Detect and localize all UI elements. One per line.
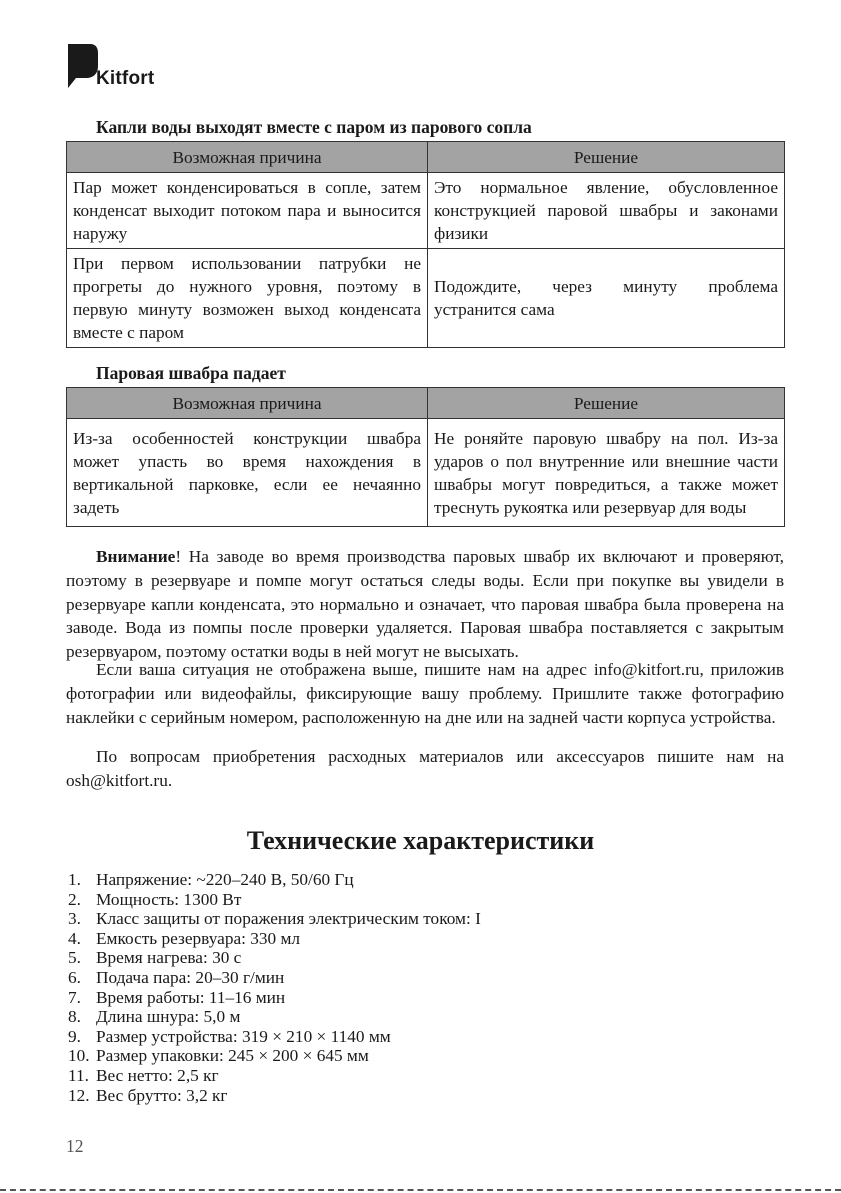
list-item-text: Вес брутто: 3,2 кг [96, 1085, 228, 1105]
specs-list [68, 870, 481, 1105]
notice-label: Внимание [96, 547, 176, 566]
table-row [67, 419, 785, 527]
list-item-number: 6. [68, 967, 81, 987]
supplies-text: По вопросам приобретения расходных материалов или аксессуаров пишите нам на osh@kitfort.ru. [66, 747, 784, 790]
list-item [68, 988, 481, 1008]
list-item-number: 3. [68, 909, 81, 929]
contact-paragraph [66, 658, 784, 729]
list-item-text: Подача пара: 20–30 г/мин [96, 967, 285, 987]
column-header-cause: Возможная причина [67, 142, 428, 173]
list-item-number: 11. [68, 1065, 89, 1085]
list-item-text: Размер устройства: 319 × 210 × 1140 мм [96, 1026, 391, 1046]
list-item [68, 1046, 481, 1066]
cause-cell: Из-за особенностей конструкции швабра может упасть во время нахождения в вертикальной парковке, если ее нечаянно задеть [67, 419, 428, 527]
column-header-solution: Решение [428, 388, 785, 419]
list-item-text: Емкость резервуара: 330 мл [96, 928, 301, 948]
troubleshoot-table-2 [66, 387, 785, 527]
notice-text: ! На заводе во время производства паровых швабр их включают и проверяют, поэтому в резервуаре и помпе могут остаться следы воды. Если при покупке вы увидели в резервуаре капли конденсата, это нормально и означает, что паровая швабра была проверена на заводе. Вода из помпы после проверки удаляется. Паровая швабра поставляется с закрытым резервуаром, поэтому остатки воды в ней могут не высыхать. [66, 547, 784, 662]
cause-cell: Пар может конденсироваться в сопле, затем конденсат выходит потоком пара и выносится наружу [67, 173, 428, 249]
list-item [68, 1066, 481, 1086]
list-item-number: 9. [68, 1026, 81, 1046]
bottom-divider [0, 1189, 841, 1191]
list-item-number: 7. [68, 987, 81, 1007]
list-item [68, 929, 481, 949]
list-item [68, 870, 481, 890]
list-item-number: 4. [68, 928, 81, 948]
list-item-text: Мощность: 1300 Вт [96, 889, 242, 909]
list-item-text: Вес нетто: 2,5 кг [96, 1065, 219, 1085]
specs-heading: Технические характеристики [246, 826, 595, 855]
solution-cell: Не роняйте паровую швабру на пол. Из-за ударов о пол внутренние или внешние части швабры могут повредиться, а также может треснуть рукоятка или резервуар для воды [428, 419, 785, 527]
table-row [67, 173, 785, 249]
list-item-number: 8. [68, 1007, 81, 1027]
list-item-text: Класс защиты от поражения электрическим током: I [96, 909, 481, 929]
notice-paragraph [66, 545, 784, 664]
table-row [67, 249, 785, 348]
cause-cell: При первом использовании патрубки не прогреты до нужного уровня, поэтому в первую минуту возможен выход конденсата вместе с паром [67, 249, 428, 348]
section-title-steam-drops: Капли воды выходят вместе с паром из парового сопла [96, 117, 532, 137]
brand-name: Kitfort [96, 68, 155, 89]
list-item-number: 12. [68, 1085, 90, 1105]
troubleshoot-table-1 [66, 141, 785, 348]
solution-cell: Это нормальное явление, обусловленное конструкцией паровой швабры и законами физики [428, 173, 785, 249]
list-item [68, 1086, 481, 1106]
list-item-number: 2. [68, 889, 81, 909]
page-number: 12 [66, 1136, 84, 1156]
list-item-text: Длина шнура: 5,0 м [96, 1007, 241, 1027]
solution-cell: Подождите, через минуту проблема устранится сама [428, 249, 785, 348]
list-item [68, 909, 481, 929]
contact-text: Если ваша ситуация не отображена выше, пишите нам на адрес info@kitfort.ru, приложив фотографии или видеофайлы, фиксирующие вашу проблему. Пришлите также фотографию наклейки с серийным номером, расположенную на дне или на задней части корпуса устройства. [66, 660, 784, 727]
column-header-cause: Возможная причина [67, 388, 428, 419]
list-item-number: 10. [68, 1046, 90, 1066]
list-item-text: Время нагрева: 30 с [96, 948, 242, 968]
column-header-solution: Решение [428, 142, 785, 173]
list-item [68, 948, 481, 968]
section-title-mop-falls: Паровая швабра падает [96, 363, 286, 383]
list-item-text: Время работы: 11–16 мин [96, 987, 286, 1007]
list-item-number: 1. [68, 870, 81, 889]
list-item [68, 968, 481, 988]
list-item-text: Размер упаковки: 245 × 200 × 645 мм [96, 1046, 369, 1066]
list-item [68, 1027, 481, 1047]
list-item-text: Напряжение: ~220–240 В, 50/60 Гц [96, 870, 354, 889]
supplies-paragraph [66, 745, 784, 793]
list-item [68, 1007, 481, 1027]
list-item [68, 890, 481, 910]
list-item-number: 5. [68, 948, 81, 968]
